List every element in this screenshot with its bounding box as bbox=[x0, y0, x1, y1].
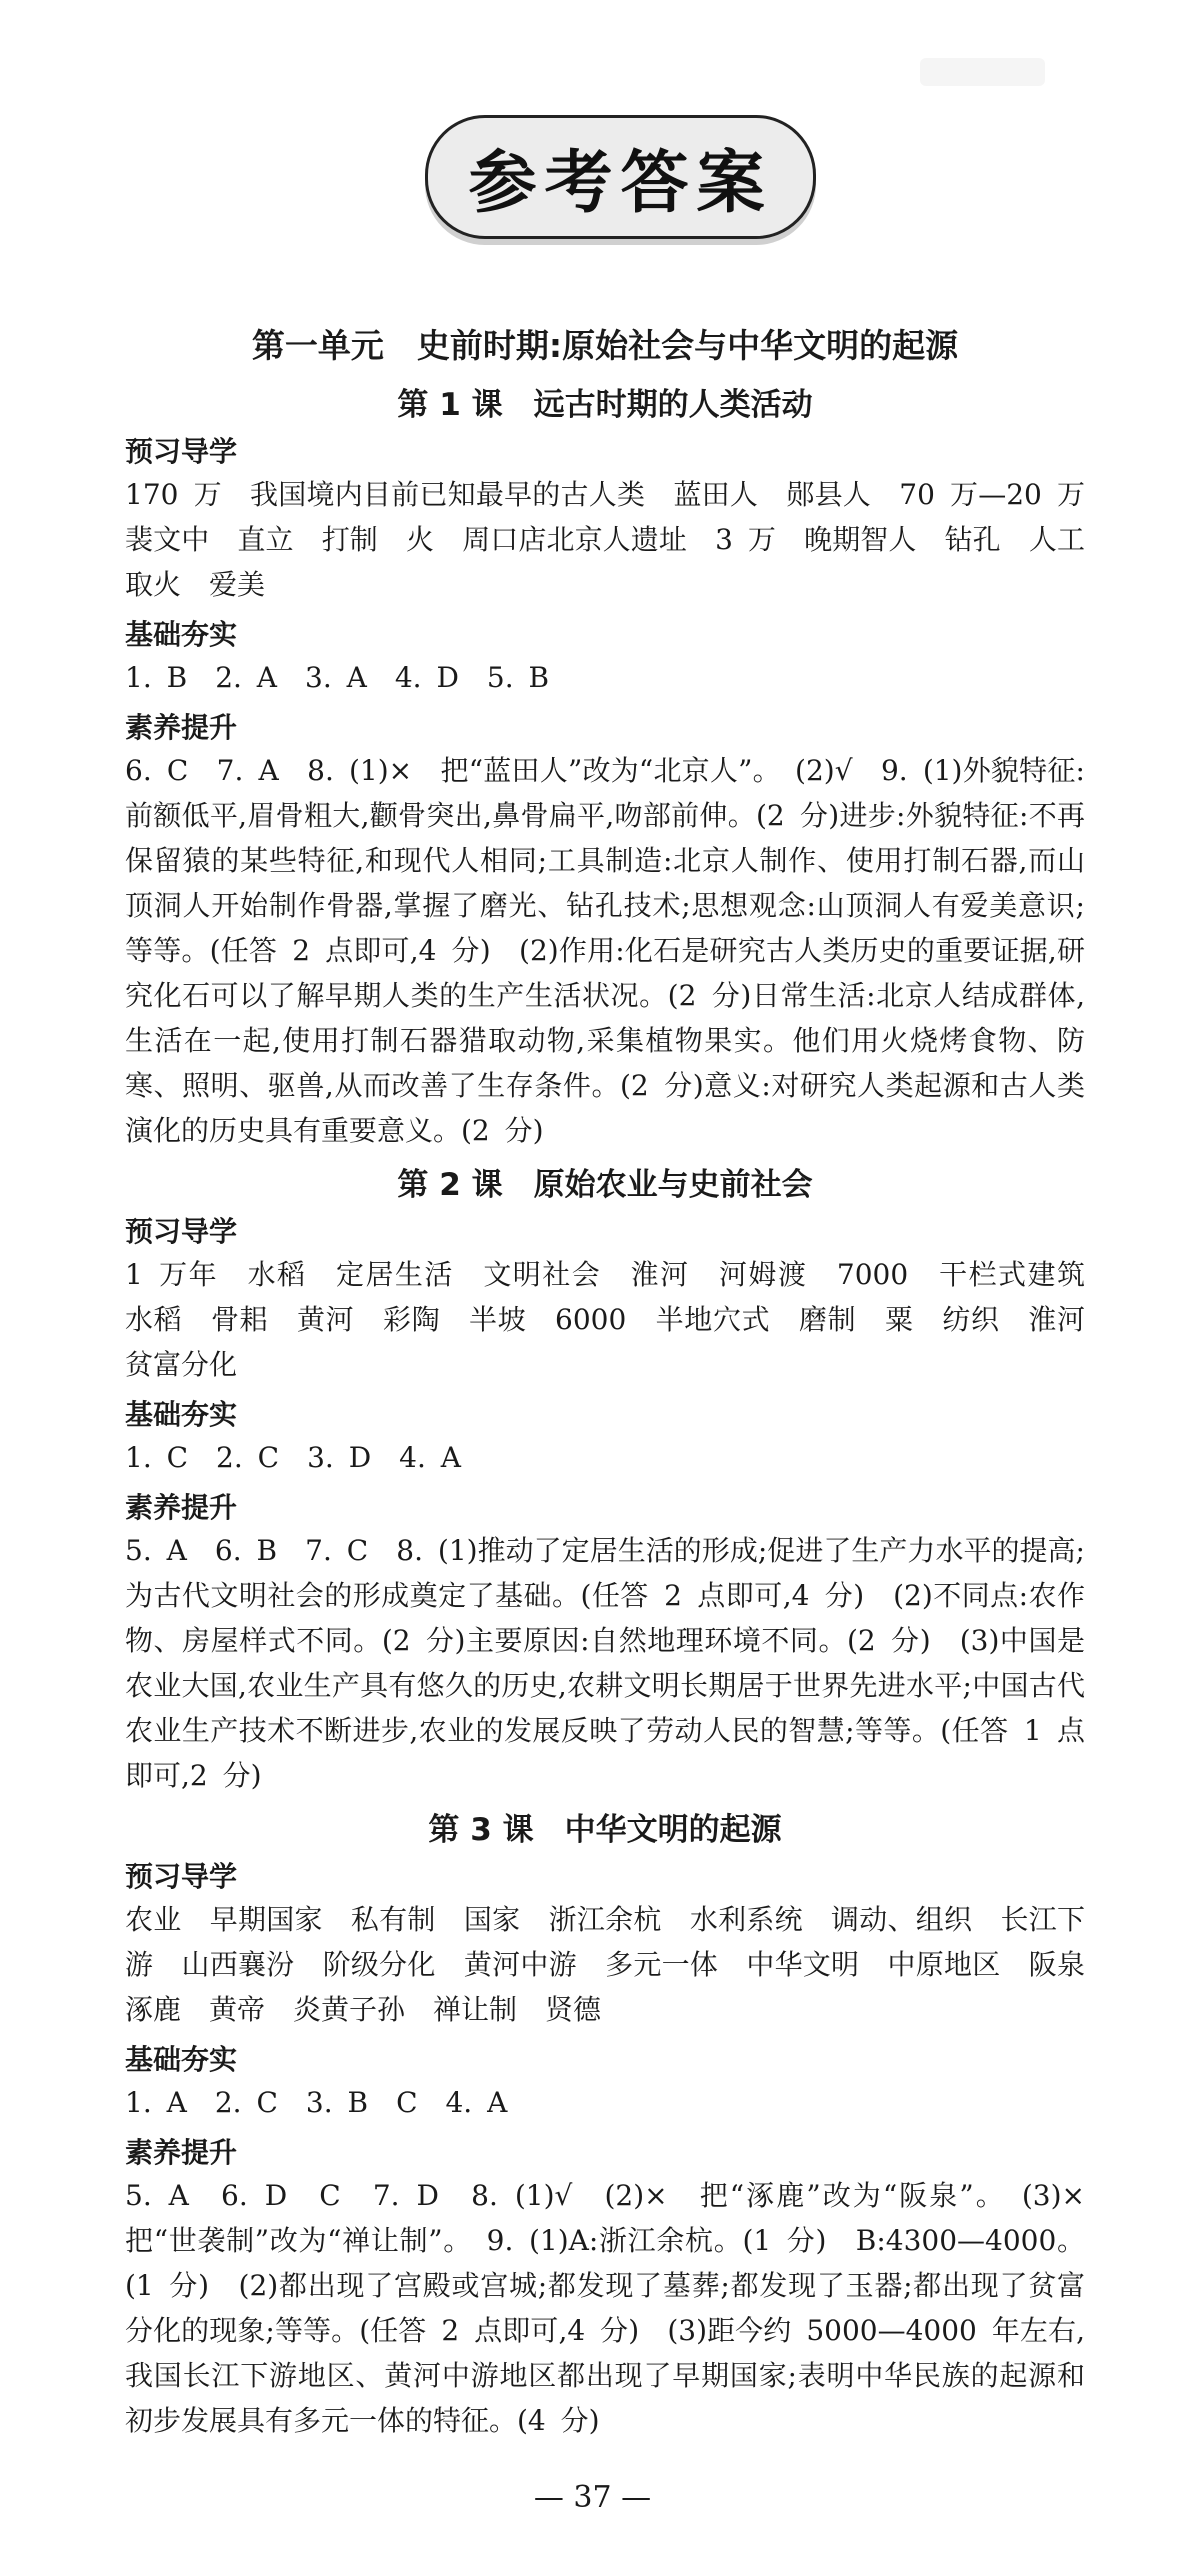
section-text: 6. C 7. A 8. (1)× 把“蓝田人”改为“北京人”。 (2)√ 9. (1)外貌特征:前额低平,眉骨粗大,颧骨突出,鼻骨扁平,吻部前伸。(2 分)进步:外貌特征:不再保留猿的某些特征,和现代人相同;工具制造:北京人制作、使用打制石器,而山顶洞人开始制作骨器,掌握了磨光、钻孔技术;思想观念:山顶洞人有爱美意识;等等。(任答 2 点即可,4 分) (2)作用:化石是研究古人类历史的重要证据,研究化石可以了解早期人类的生产生活状况。(2 分)日常生活:北京人结成群体,生活在一起,使用打制石器猎取动物,采集植物果实。他们用火烧烤食物、防寒、照明、驱兽,从而改善了生存条件。(2 分)意义:对研究人类起源和古人类演化的历史具有重要意义。(2 分) bbox=[125, 754, 1085, 1147]
title-badge bbox=[425, 115, 816, 239]
section-text: 1. C 2. C 3. D 4. A bbox=[125, 1441, 461, 1474]
lesson-heading: 第 3 课 中华文明的起源 bbox=[428, 1812, 782, 1848]
answer-content bbox=[125, 320, 1114, 2449]
section-label: 素养提升 bbox=[125, 711, 238, 744]
section-label: 预习导学 bbox=[125, 435, 238, 468]
corner-stamp bbox=[920, 58, 1045, 86]
page-number: — 37 — bbox=[533, 2480, 652, 2515]
lesson-heading: 第 1 课 远古时期的人类活动 bbox=[397, 387, 813, 423]
section-text: 5. A 6. B 7. C 8. (1)推动了定居生活的形成;促进了生产力水平的提高;为古代文明社会的形成奠定了基础。(任答 2 点即可,4 分) (2)不同点:农作物、房屋样式不同。(2 分)主要原因:自然地理环境不同。(2 分) (3)中国是农业大国,农业生产具有悠久的历史,农耕文明长期居于世界先进水平;中国古代农业生产技术不断进步,农业的发展反映了劳动人民的智慧;等等。(任答 1 点即可,2 分) bbox=[125, 1534, 1085, 1792]
section-text: 1. B 2. A 3. A 4. D 5. B bbox=[125, 661, 550, 694]
section-text: 农业 早期国家 私有制 国家 浙江余杭 水利系统 调动、组织 长江下游 山西襄汾 阶级分化 黄河中游 多元一体 中华文明 中原地区 阪泉 涿鹿 黄帝 炎黄子孙 禅让制 贤德 bbox=[125, 1903, 1114, 2026]
section-label: 预习导学 bbox=[125, 1215, 238, 1248]
unit-heading: 第一单元 史前时期:原始社会与中华文明的起源 bbox=[251, 326, 959, 365]
section-label: 素养提升 bbox=[125, 1491, 238, 1524]
page-title: 参考答案 bbox=[468, 143, 773, 223]
lesson-2 bbox=[125, 1159, 1114, 1798]
section-label: 基础夯实 bbox=[125, 1398, 238, 1431]
section-label: 素养提升 bbox=[125, 2136, 238, 2169]
section-text: 1 万年 水稻 定居生活 文明社会 淮河 河姆渡 7000 干栏式建筑 水稻 骨耜 黄河 彩陶 半坡 6000 半地穴式 磨制 粟 纺织 淮河 贫富分化 bbox=[125, 1258, 1114, 1381]
lesson-3 bbox=[125, 1804, 1114, 2443]
section-text: 170 万 我国境内目前已知最早的古人类 蓝田人 郧县人 70 万—20 万 裴文中 直立 打制 火 周口店北京人遗址 3 万 晚期智人 钻孔 人工取火 爱美 bbox=[125, 478, 1114, 601]
section-label: 基础夯实 bbox=[125, 2043, 238, 2076]
section-label: 预习导学 bbox=[125, 1860, 238, 1893]
lesson-heading: 第 2 课 原始农业与史前社会 bbox=[397, 1167, 813, 1203]
section-text: 5. A 6. D C 7. D 8. (1)√ (2)× 把“涿鹿”改为“阪泉”。 (3)× 把“世袭制”改为“禅让制”。 9. (1)A:浙江余杭。(1 分) B:4300—4000。(1 分) (2)都出现了宫殿或宫城;都发现了墓葬;都发现了玉器;都出现了贫富分化的现象;等等。(任答 2 点即可,4 分) (3)距今约 5000—4000 年左右,我国长江下游地区、黄河中游地区都出现了早期国家;表明中华民族的起源和初步发展具有多元一体的特征。(4 分) bbox=[125, 2179, 1114, 2437]
section-label: 基础夯实 bbox=[125, 618, 238, 651]
section-text: 1. A 2. C 3. B C 4. A bbox=[125, 2086, 508, 2119]
lesson-1 bbox=[125, 379, 1114, 1153]
